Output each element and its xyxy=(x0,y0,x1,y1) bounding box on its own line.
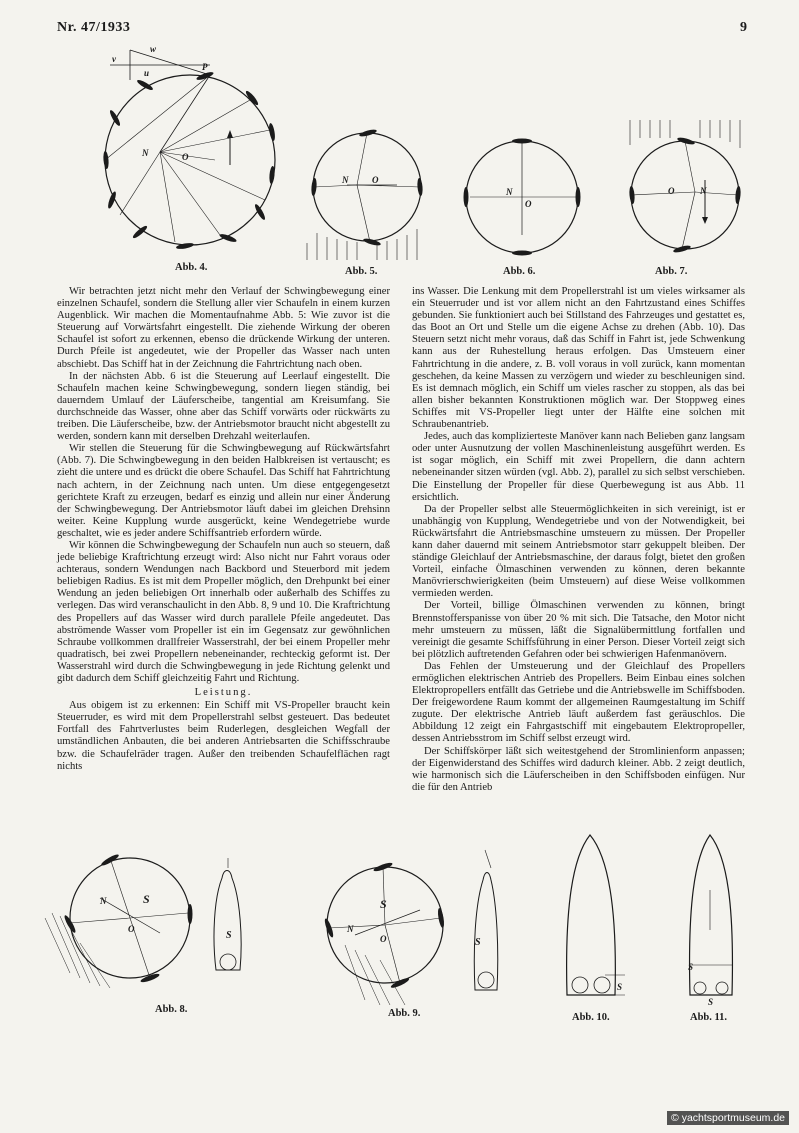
abb8-label-o: O xyxy=(128,924,135,934)
figure-abb7 xyxy=(620,120,755,260)
abb4-label-n: N xyxy=(142,148,149,158)
abb6-diagram xyxy=(460,135,590,260)
abb7-label-o: O xyxy=(668,186,675,196)
paragraph-right-2: Jedes, auch das komplizierteste Manöver kann nach Belieben ganz langsam oder unter Ausnutzung der vollen Maschinenleistung ausgeführt werden. Es ist sogar möglich, ein Schiff mit zwei Propellern, die dann achtern nebeneinander sitzen würden (vgl. Abb. 2), parallel zu sich selbst verschieben. Die Einstellung der Propeller für diese Querbewegung ist aus Abb. 11 ersichtlich. xyxy=(412,431,745,503)
caption-abb4: Abb. 4. xyxy=(175,262,208,273)
article-column-left xyxy=(57,286,390,773)
paragraph-left-1: Wir betrachten jetzt nicht mehr den Verlauf der Schwingbewegung einer einzelnen Schaufel, sondern die Stellung aller vier Schaufeln in einem kurzen Augenblick. Wir machen die Momentaufnahme Abb. 5: Wie zuvor ist die Steuerung auf Vorwärtsfahrt eingestellt. Die ziehende Wirkung der oberen Schaufel ist sofort zu erkennen, ebenso die drückende Wirkung der unteren. Durch Pfeile ist angedeutet, wie der Propeller das Wasser nach unten abschiebt. Das Schiff hat in der Zeichnung die Fahrtrichtung nach oben. xyxy=(57,286,390,370)
abb5-label-o: O xyxy=(372,175,379,185)
abb8-diagram xyxy=(40,858,270,1008)
figure-abb11 xyxy=(670,830,760,1015)
caption-abb10: Abb. 10. xyxy=(572,1012,610,1023)
abb4-label-u: u xyxy=(144,68,150,78)
section-heading: Leistung. xyxy=(194,687,253,699)
abb4-label-v: v xyxy=(112,54,116,64)
caption-abb9: Abb. 9. xyxy=(388,1008,421,1019)
caption-abb8: Abb. 8. xyxy=(155,1004,188,1015)
issue-number: Nr. 47/1933 xyxy=(57,20,131,35)
abb7-diagram xyxy=(620,120,755,260)
abb8-label-s: S xyxy=(143,892,150,906)
caption-abb6: Abb. 6. xyxy=(503,266,536,277)
abb4-label-o: O xyxy=(182,152,189,162)
abb4-diagram xyxy=(100,40,290,260)
abb11-label-s: S xyxy=(688,962,694,972)
abb5-label-n: N xyxy=(342,175,349,185)
caption-abb7: Abb. 7. xyxy=(655,266,688,277)
abb10-diagram xyxy=(545,830,645,1010)
abb4-label-w: w xyxy=(150,44,157,54)
abb8-label-n: N xyxy=(100,896,107,906)
paragraph-right-1: ins Wasser. Die Lenkung mit dem Propellerstrahl ist um vieles wirksamer als ein Steuerruder und ist vor allem nicht an den Fahrtzustand eines Schiffes gebunden. Sie funktioniert auch bei Stillstand des Fahrzeuges und gestattet es, das Boot an Ort und Stelle um die eigene Achse zu drehen (Abb. 10). Das Steuern setzt nicht mehr voraus, daß das Schiff in Fahrt ist, jede Schwenkung kann aus der Ruhestellung heraus erfolgen. Das Umsteuern einer Fahrtrichtung in die andere, z. B. voll voraus in voll zurück, kann momentan geschehen, da keine Massen zu verzögern und wieder zu beschleunigen sind. Es ist demnach möglich, ein Schiff um vieles rascher zu stoppen, als das bei allen bisher bekannten Konstruktionen möglich war. Der Stoppweg eines Schiffes mit VS-Propeller liegt unter der Hälfte eine solchen mit Schraubenantrieb. xyxy=(412,286,745,431)
paragraph-left-2: In der nächsten Abb. 6 ist die Steuerung auf Leerlauf eingestellt. Die Schaufeln machen keine Schwingbewegung, sondern liegen ständig, bei dauerndem Umlauf der Läuferscheibe, tangential am Kreisumfang. Sie durchschneide das Wasser, ohne aber das Schiff vorwärts oder rückwärts zu treiben. Die Läuferscheibe, bzw. der Antriebsmotor braucht nicht abgestellt zu werden, sondern kann mit derselben Drehzahl weiterlaufen. xyxy=(57,370,390,443)
figure-abb6 xyxy=(460,135,590,260)
article-column-right xyxy=(412,286,745,794)
abb6-label-o: O xyxy=(525,199,532,209)
abb10-label-s: S xyxy=(617,982,623,992)
abb4-label-p: P xyxy=(202,62,208,72)
figure-abb5 xyxy=(302,125,432,260)
figure-abb9 xyxy=(325,850,535,1015)
figure-abb4 xyxy=(100,40,290,260)
abb9-label-n: N xyxy=(347,924,354,934)
page-number: 9 xyxy=(740,20,747,35)
figure-abb8 xyxy=(40,858,270,1008)
abb8-label-s2: S xyxy=(226,930,232,941)
abb11-label-s2: S xyxy=(708,997,714,1007)
abb9-label-s2: S xyxy=(475,937,481,948)
paragraph-left-5: Aus obigem ist zu erkennen: Ein Schiff mit VS-Propeller braucht kein Steuerruder, es wird mit dem Propellerstrahl selbst gesteuert. Das bedeutet Fortfall des Fahrtverlustes beim Ruderlegen, desgleichen Wegfall der umständlichen Anbauten, die bei anderen Antriebsarten die Schiffsschraube bzw. die Schaufelräder tragen. Außer den treibenden Schaufelflächen ragt nichts xyxy=(57,700,390,772)
paragraph-left-4: Wir können die Schwingbewegung der Schaufeln nun auch so steuern, daß jede beliebige Kraftrichtung erzeugt wird: Also nicht nur Fahrt voraus oder achteraus, sondern Wendungen nach Backbord und Steuerbord mit jedem beliebigen Radius. Es ist mit dem Propeller möglich, den Drehpunkt bei einer Wendung an jeden beliebigen Ort innerhalb oder außerhalb des Schiffes zu verlegen. Das wird veranschaulicht in den Abb. 8, 9 und 10. Die Kraftrichtung des Propellers auf das Wasser wird durch parallele Pfeile angedeutet. Das abströmende Wasser vom Propeller ist ein im Gegensatz zur gewöhnlichen Schraube vollkommen drallfreier Wasserstrahl, der bei einem Propeller mehr quadratisch, bei zwei Propellern nebeneinander, rechteckig geformt ist. Der Wasserstrahl wird durch die Schwingbewegung in jede Richtung gelenkt und gibt dadurch dem Schiff gleichzeitig Fahrt und Richtung. xyxy=(57,539,390,684)
paragraph-left-3: Wir stellen die Steuerung für die Schwingbewegung auf Rückwärtsfahrt (Abb. 7). Die Schwingbewegung in den beiden Halbkreisen ist vertauscht; es zieht die untere und es drückt die obere Schaufel. Das Schiff hat Fahrtrichtung nach achtern, in der Zeichnung nach unten. Um diese entgegengesetzt gerichtete Kraft zu erzeugen, bedarf es einzig und allein nur einer Änderung der Schwingbewegung. Der Antriebsmotor läuft dabei im gleichen Drehsinn weiter. Keine Kupplung wurde ausgerückt, keine Wendegetriebe wurde geschaltet, wie es jeder andere Schiffsantrieb erfordern würde. xyxy=(57,443,390,539)
paragraph-right-6: Der Schiffskörper läßt sich weitestgehend der Stromlinienform anpassen; der Eigenwiderstand des Schiffes wird dadurch kleiner. Abb. 2 zeigt deutlich, wie harmonisch sich die Läuferscheiben in den Schiffsboden einfügen. Nur die für den Antrieb xyxy=(412,745,745,793)
abb5-diagram xyxy=(302,125,432,260)
abb6-label-n: N xyxy=(506,187,513,197)
paragraph-right-5: Das Fehlen der Umsteuerung und der Gleichlauf des Propellers ermöglichen elektrischen Antrieb des Propellers. Beim Einbau eines solchen Elektropropellers entfällt das Getriebe und die Antriebswelle im Schiffsboden. Der freigewordene Raum kommt der allgemeinen Raumgestaltung im Schiff zugute. Der elektrische Antrieb läuft außerdem fast geräuschlos. Die Abbildung 12 zeigt ein Fahrgastschiff mit eingebautem Elektropropeller, dessen Antriebsstrom im Schiff selbst erzeugt wird. xyxy=(412,660,745,745)
abb7-label-n: N xyxy=(700,186,707,196)
page-header xyxy=(57,20,747,40)
paragraph-right-4: Der Vorteil, billige Ölmaschinen verwenden zu können, bringt Brennstofferspanisse von über 20 % mit sich. Die Tatsache, den Motor nicht mehr umsteuern zu müssen, läßt die Signalübermittlung fortfallen und vereinigt die gesamte Schiffsführung in einer Person. Dieser Vorteil zeigt sich bei plötzlich auftretenden Gefahren oder bei schwierigen Hafenmanövern. xyxy=(412,600,745,660)
abb9-diagram xyxy=(325,850,535,1015)
abb9-label-o: O xyxy=(380,934,387,944)
figure-abb10 xyxy=(545,830,645,1010)
caption-abb11: Abb. 11. xyxy=(690,1012,728,1023)
abb9-label-s: S xyxy=(380,897,387,911)
abb11-diagram xyxy=(670,830,760,1015)
caption-abb5: Abb. 5. xyxy=(345,266,378,277)
paragraph-right-3: Da der Propeller selbst alle Steuermöglichkeiten in sich vereinigt, ist er unabhängig von Kupplung, Wendegetriebe und von der Notwendigkeit, bei Rückwärtsfahrt die Antriebsmaschine umsteuern zu müssen. Der Propeller kann daher dauernd mit seinem Antriebsmotor starr gekuppelt bleiben. Der ständige Gleichlauf der Antriebsmaschine, der daraus folgt, bietet den großen Vorteil, einfache Ölmaschinen verwenden zu können, deren bekannte Manövrierschwierigkeiten (beim Umsteuern) auf diese Weise vollkommen vermieden werden. xyxy=(412,503,745,600)
watermark: © yachtsportmuseum.de xyxy=(667,1111,789,1125)
